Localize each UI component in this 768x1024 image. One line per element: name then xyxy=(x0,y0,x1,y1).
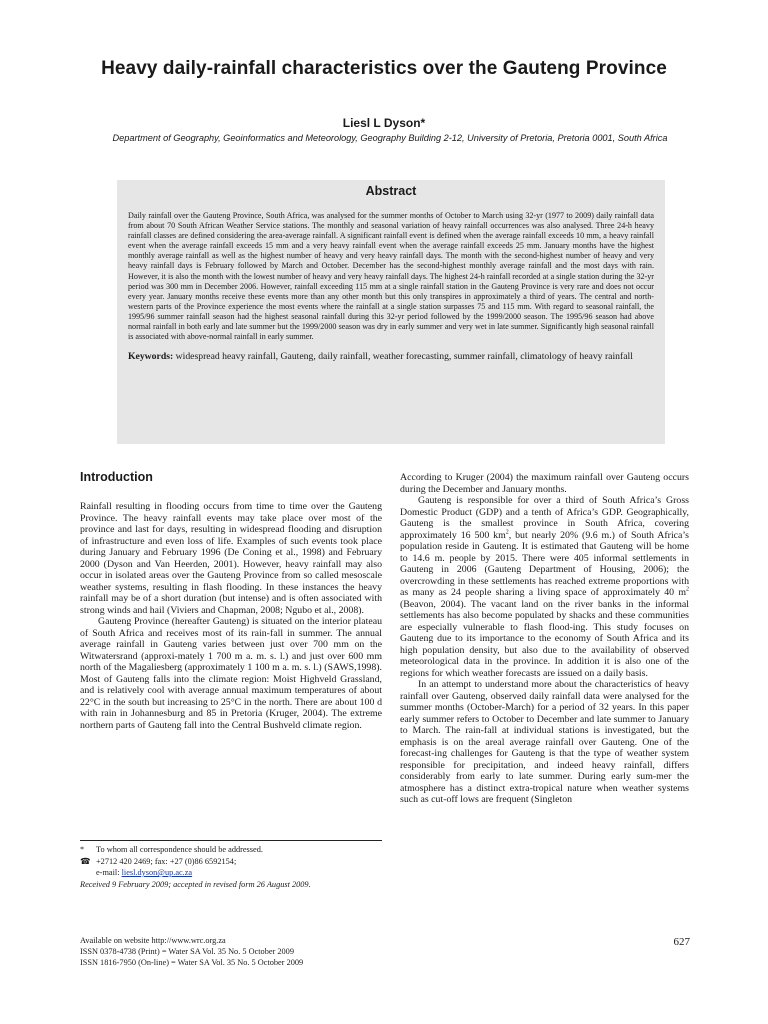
email-footnote xyxy=(80,867,382,879)
email-label: e-mail: xyxy=(96,868,120,877)
author-name: Liesl L Dyson* xyxy=(342,116,426,130)
superscript-2-a: 2 xyxy=(505,529,509,536)
right-paragraph-2-part-a: Gauteng is responsible for over a third of South Africa’s Gross Domestic Product (GDP) and a tenth of Africa’s GDP. Geographically, Gauteng is the smallest province in South Africa, covering approximately 16 500 km xyxy=(400,495,689,541)
issn-online-line: ISSN 1816-7950 (On-line) = Water SA Vol. 35 No. 5 October 2009 xyxy=(80,958,304,967)
keywords xyxy=(128,350,654,363)
left-column xyxy=(80,470,382,731)
footnotes xyxy=(80,844,382,890)
issn-print-line: ISSN 0378-4738 (Print) = Water SA Vol. 35 No. 5 October 2009 xyxy=(80,947,294,956)
telephone-icon: ☎ xyxy=(80,856,91,866)
right-column xyxy=(400,472,689,806)
right-paragraph-2-part-b: , but nearly 20% (9.6 m.) of South Africa’s population reside in Gauteng. It is estimated that Gauteng will be home to 14.6 m. people by 2015. There were 405 informal settlements in Gauteng in 2006 (Gauteng Department of Housing, 2006); the overcrowding in these settlements has reached extreme proportions with as many as 24 people sharing a living space of approximately 40 m xyxy=(400,529,689,598)
right-paragraph-3: In an attempt to understand more about the characteristics of heavy rainfall over Gauteng, observed daily rainfall data were analysed for the summer months (October-March) for a period of 32 years. In this paper early summer refers to October to December and late summer to January to March. The rain-fall at individual stations is investigated, but the emphasis is on the areal average rainfall over Gauteng. One of the forecast-ing challenges for Gauteng is that the type of weather system responsible for precipitation, and indeed heavy rainfall, differs considerably from early to late summer. During early sum-mer the atmosphere has a distinct extra-tropical nature when weather systems such as cut-off lows are frequent (Singleton xyxy=(400,679,689,805)
right-paragraph-1: According to Kruger (2004) the maximum rainfall over Gauteng occurs during the December and January months. xyxy=(400,472,689,495)
journal-info xyxy=(80,935,410,968)
correspondence-text: To whom all correspondence should be addressed. xyxy=(96,845,263,854)
email-link[interactable]: liesl.dyson@up.ac.za xyxy=(121,868,193,877)
correspondence-footnote xyxy=(80,844,382,856)
keywords-label: Keywords: xyxy=(128,351,174,363)
intro-paragraph-1: Rainfall resulting in flooding occurs from time to time over the Gauteng Province. The heavy rainfall events may take place over most of the province and last for days, resulting in widespread flooding and disruption of infrastructure and even loss of life. Examples of such events took place during January and February 1996 (De Coning et al., 1998) and February 2000 (Dyson and Van Heerden, 2001). However, heavy rainfall may also occur in isolated areas over the Gauteng Province from so called mesoscale weather systems, resulting in flash flooding. In these instances the heavy rainfall may be of a short duration (but intense) and is often associated with strong winds and hail (Viviers and Chapman, 2008; Ngubo et al., 2008). xyxy=(80,501,382,616)
footnote-divider xyxy=(80,840,382,841)
abstract-body: Daily rainfall over the Gauteng Province, South Africa, was analysed for the summer months of October to March using 32-yr (1977 to 2009) daily rainfall data from about 70 South African Weather Service stations. The monthly and seasonal variation of heavy rainfall occurrences was also analysed. Three 24-h heavy rainfall classes are defined considering the area-average rainfall. A significant rainfall event is defined when the average rainfall exceeds 10 mm, a heavy rainfall event when the average rainfall exceeds 15 mm and a very heavy rainfall event when the average rainfall exceeds 25 mm. January months have the highest monthly average rainfall as well as the highest number of heavy and very heavy rainfall days. The month with the second-highest number of heavy and very heavy rainfall days is February followed by March and October. December has the second-highest monthly average rainfall and the most days with rain. However, it is also the month with the lowest number of heavy and very heavy rainfall days. The highest 24-h rainfall recorded at a single station during the 32-yr period was 300 mm in December 2006. However, rainfall exceeding 115 mm at a single rainfall station in the Gauteng Province is very rare and does not occur every year. January months receive these events more than any other month but this only transpires in approximately a third of years. The central and north-western parts of the Province experience the most events where the rainfall at a single station surpasses 75 and 115 mm. With regard to seasonal rainfall, the 1995/96 summer rainfall season had the highest seasonal rainfall during this 32-yr period followed by the 1999/2000 season. The 1995/96 season had above normal rainfall in both early and late summer but the 1999/2000 season was dry in early summer and very wet in late summer. Significantly high seasonal rainfall is associated with above-normal rainfall in early summer. xyxy=(128,211,654,342)
received-dates: Received 9 February 2009; accepted in revised form 26 August 2009. xyxy=(80,879,311,889)
asterisk-mark: * xyxy=(80,845,85,854)
author-affiliation: Department of Geography, Geoinformatics and Meteorology, Geography Building 2-12, University of Pretoria, Pretoria 0001, South Africa xyxy=(112,133,668,143)
right-paragraph-2-part-c: (Beavon, 2004). The vacant land on the river banks in the informal settlements has also become populated by shacks and these communities are especially vulnerable to flash flood-ing. This study focuses on Gauteng due to its importance to the economy of South Africa and its high population density, but also due to the availability of observed meteorological data in the province. In addition it is also one of the regions for which weather forecasts are issued on a daily basis. xyxy=(400,598,689,679)
website-line: Available on website http://www.wrc.org.za xyxy=(80,936,226,945)
contact-footnote xyxy=(80,856,382,868)
page-number: 627 xyxy=(673,936,690,948)
abstract-box xyxy=(117,180,665,444)
intro-paragraph-2: Gauteng Province (hereafter Gauteng) is situated on the interior plateau of South Africa and receives most of its rain-fall in summer. The annual average rainfall in Gauteng varies between just over 700 mm on the Witwatersrand (approxi-mately 1 700 m a. m. s. l.) and just over 600 mm north of the Magaliesberg (approximately 1 100 m a. m. s. l.) (SAWS,1998). Most of Gauteng falls into the climate region: Moist Highveld Grassland, and is relatively cool with average annual maximum temperatures of about 22°C in the south but increasing to 25°C in the north. There are about 100 d with rain in Johannesburg and 85 in Pretoria (Kruger, 2004). The extreme northern parts of Gauteng fall into the Central Bushveld climate region. xyxy=(80,616,382,731)
paper-title: Heavy daily-rainfall characteristics over the Gauteng Province xyxy=(101,58,667,79)
superscript-2-b: 2 xyxy=(686,586,689,593)
introduction-heading: Introduction xyxy=(80,470,153,484)
phone-fax-text: +2712 420 2469; fax: +27 (0)86 6592154; xyxy=(96,856,237,866)
abstract-heading: Abstract xyxy=(365,184,417,198)
right-paragraph-2 xyxy=(400,495,689,679)
keywords-text: widespread heavy rainfall, Gauteng, daily rainfall, weather forecasting, summer rainfall, climatology of heavy rainfall xyxy=(175,351,633,363)
